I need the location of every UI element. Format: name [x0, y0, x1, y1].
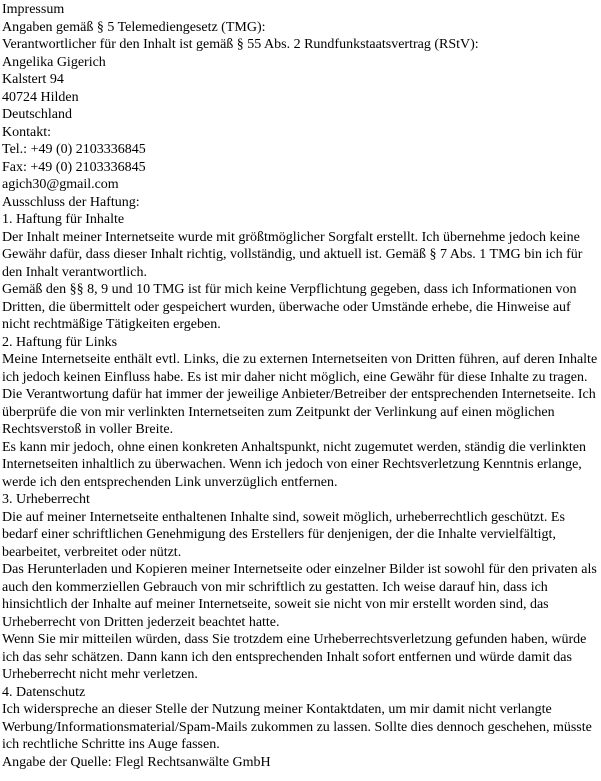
address-city: 40724 Hilden — [2, 89, 79, 105]
section-heading-content-liability: 1. Haftung für Inhalte — [2, 212, 125, 227]
contact-label: Kontakt: — [2, 124, 51, 140]
phone-number: Tel.: +49 (0) 2103336845 — [2, 142, 146, 157]
disclaimer-heading: Ausschluss der Haftung: — [2, 194, 140, 210]
tmg-heading: Angaben gemäß § 5 Telemediengesetz (TMG): — [2, 19, 266, 35]
section-paragraph: Die Verantwortung dafür hat immer der jeweilige Anbieter/Betreiber der entsprechenden Internetseite. Ich überprüfe die von mir verlinkten Internetseiten zum Zeitpunkt der Verlinkung auf einen möglichen Rechtsverstoß in voller Breite. — [2, 387, 596, 437]
address-country: Deutschland — [2, 107, 72, 122]
page-title: Impressum — [2, 2, 65, 17]
owner-name: Angelika Gigerich — [2, 54, 106, 70]
source-attribution: Angabe der Quelle: Flegl Rechtsanwälte GmbH — [2, 754, 271, 770]
section-paragraph: Meine Internetseite enthält evtl. Links, die zu externen Internetseiten von Dritten führen, auf deren Inhalte ich jedoch keinen Einfluss habe. Es ist mir daher nicht möglich, eine Gewähr für diese Inhalte zu tragen. — [2, 352, 598, 385]
responsible-heading: Verantwortlicher für den Inhalt ist gemäß § 55 Abs. 2 Rundfunkstaatsvertrag (RStV): — [2, 37, 479, 52]
section-heading-link-liability: 2. Haftung für Links — [2, 334, 118, 350]
section-paragraph: Ich widerspreche an dieser Stelle der Nutzung meiner Kontaktdaten, um mir damit nicht verlangte Werbung/Informationsmaterial/Spam-Mails zukommen zu lassen. Sollte dies dennoch geschehen, müsste ich rechtliche Schritte ins Auge fassen. — [2, 702, 592, 752]
section-paragraph: Wenn Sie mir mitteilen würden, dass Sie trotzdem eine Urheberrechtsverletzung gefunden haben, würde ich das sehr schätzen. Dann kann ich den entsprechenden Inhalt sofort entfernen und würde damit das Urheberrecht nicht mehr verletzen. — [2, 632, 587, 682]
fax-number: Fax: +49 (0) 2103336845 — [2, 159, 146, 175]
email-link[interactable]: agich30@gmail.com — [2, 177, 119, 192]
section-paragraph: Der Inhalt meiner Internetseite wurde mit größtmöglicher Sorgfalt erstellt. Ich übernehme jedoch keine Gewähr dafür, dass dieser Inhalt richtig, vollständig, und aktuell ist. Gemäß § 7 Abs. 1 TMG bin ich für den Inhalt verantwortlich. — [2, 229, 583, 280]
section-paragraph: Gemäß den §§ 8, 9 und 10 TMG ist für mich keine Verpflichtung gegeben, dass ich Informationen von Dritten, die übermittelt oder gespeichert wurden, überwache oder Umstände erhebe, die Hinweise auf nicht rechtmäßige Tätigkeiten ergeben. — [2, 282, 577, 332]
section-paragraph: Es kann mir jedoch, ohne einen konkreten Anhaltspunkt, nicht zugemutet werden, ständig die verlinkten Internetseiten inhaltlich zu überwachen. Wenn ich jedoch von einer Rechtsverletzung Kenntnis erlange, werde ich den entsprechenden Link unverzüglich entfernen. — [2, 439, 586, 490]
section-paragraph: Das Herunterladen und Kopieren meiner Internetseite oder einzelner Bilder ist sowohl für den privaten als auch den kommerziellen Gebrauch von mir schriftlich zu gestatten. Ich weise darauf hin, dass ich hinsichtlich der Inhalte auf meiner Internetseite, soweit sie nicht von mir erstellt worden sind, das Urheberrecht von Dritten jederzeit beachtet hatte. — [2, 562, 597, 630]
address-street: Kalstert 94 — [2, 72, 64, 87]
section-paragraph: Die auf meiner Internetseite enthaltenen Inhalte sind, soweit möglich, urheberrechtlich geschützt. Es bedarf einer schriftlichen Genehmigung des Erstellers für denjenigen, der die Inhalte vervielfältigt, bearbeitet, verbreitet oder nützt. — [2, 509, 565, 560]
email-line — [2, 176, 598, 194]
section-heading-privacy: 4. Datenschutz — [2, 684, 86, 700]
section-heading-copyright: 3. Urheberrecht — [2, 492, 90, 507]
